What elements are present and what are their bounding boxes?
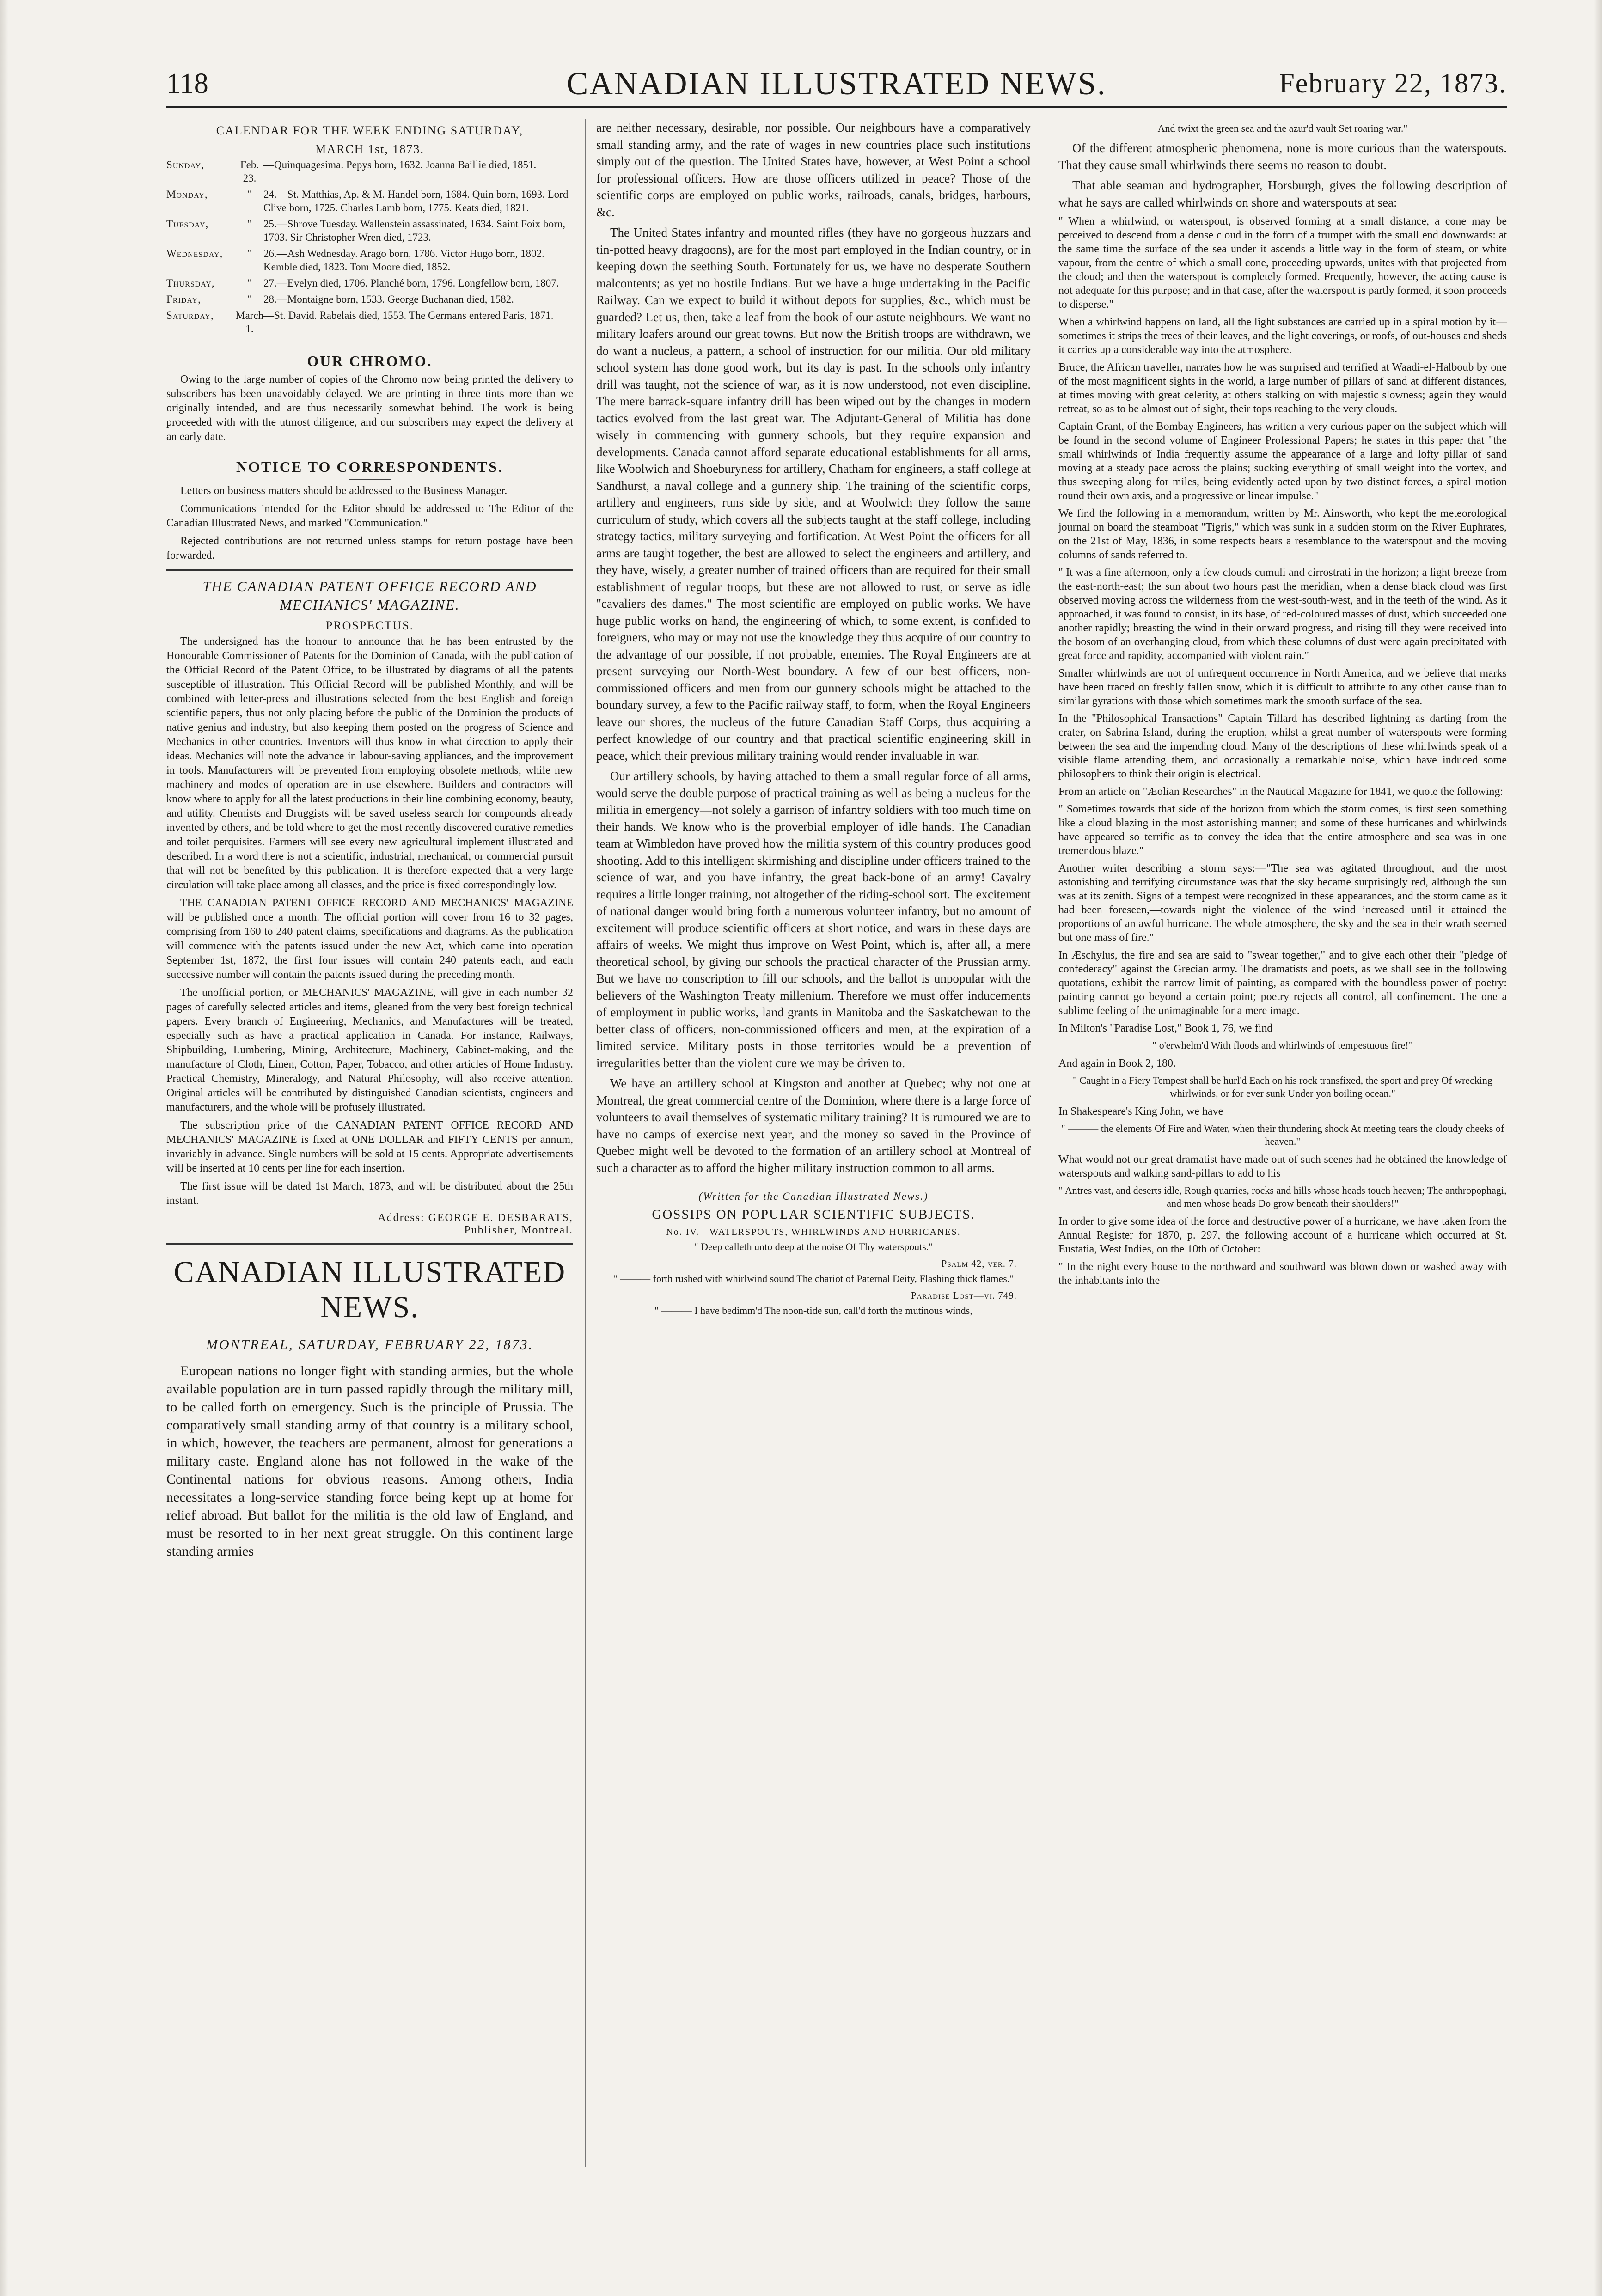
page-number: 118 xyxy=(166,68,208,99)
article-para: Of the different atmospheric phenomena, none is more curious than the waterspouts. That they cause small whirlwinds there seems no reason to doubt. xyxy=(1058,141,1507,172)
calendar-entry: 28.—Montaigne born, 1533. George Buchanan died, 1582. xyxy=(263,293,514,305)
patent-title: THE CANADIAN PATENT OFFICE RECORD AND MECHANICS' MAGAZINE. xyxy=(202,578,537,613)
calendar-day: Saturday, xyxy=(166,310,214,321)
patent-address: Address: GEORGE E. DESBARATS, xyxy=(378,1212,573,1224)
editorial-para: are neither necessary, desirable, nor possible. Our neighbours have a comparatively small standing army, and the rate of wages in new countries place such institutions simply out of the question. The United States have, however, at West Point a school for professional officers. How are those officers utilized in peace? Those of the scientific corps are employed on public works, railroads, canals, bridges, harbours, &c. xyxy=(596,121,1031,219)
divider xyxy=(596,1183,1031,1184)
editorial-para: The United States infantry and mounted rifles (they have no gorgeous huzzars and tin-potted heavy dragoons), are for the most part employed in the Indian country, or in keeping down the seething South. Fortunately for us, we have no desperate Southern malcontents; as yet no hostile Indians. But we have a huge undertaking in the Pacific Railway. Can we expect to build it without depots for supplies, &c., which must be guarded? Let us, then, take a leaf from the book of our astute neighbours. We want no military loafers around our great towns. But now the British troops are withdrawn, we do want a nucleus, a pattern, a school of instruction for our militia. Our old military school system has done good work, but its day is past. In the schools only infantry drill was taught, not the science of war, as it is now understood, not even discipline. The mere barrack-square infantry drill has been wiped out by the changes in modern tactics evolved from the last great war. The Adjutant-General of Militia has done wisely in commencing with gunnery schools, but they require expansion and developments. Canada cannot afford separate educational establishments for all arms, like Woolwich and Shoeburyness for artillery, Chatham for engineers, a staff college at Sandhurst, a naval college and a gunnery ship. The training of the scientific corps, artillery and engineers, runs side by side, and at Woolwich they follow the same curriculum of study, which covers all the subjects taught at the staff college, including strategy tactics, military surveying and fortification. At West Point the officers for all arms are taught together, the best are allowed to select the engineers and artillery, and they have, wisely, a greater number of trained officers than are required for their small establishment of regular troops, but these are not allowed to rust, or serve as idle "cavaliers des dames." The most scientific are employed on public works. We have huge public works on hand, the engineering of which, to some extent, is confided to foreigners, who may or may not use the knowledge they thus acquire of our country to the advantage of our possible, if not probable, enemies. The Royal Engineers are at present surveying our North-West boundary. A few of our best officers, non-commissioned officers and men from our gunnery schools might be attached to the boundary survey, a few to the Pacific railway staff, to form, when the Royal Engineers leave our shores, the nucleus of the future Canadian Staff Corps, thus acquiring a perfect knowledge of our country and that practical scientific engineering skill in peace, which their previous military training would render invaluable in war. xyxy=(596,226,1031,763)
calendar-day: Sunday, xyxy=(166,159,204,171)
patent-para: The subscription price of the CANADIAN PATENT OFFICE RECORD AND MECHANICS' MAGAZINE is fixed at ONE DOLLAR and FIFTY CENTS per annum, invariably in advance. Single numbers will be sold at 15 cents. Appropriate advertisements will be inserted at 10 cents per line for each insertion. xyxy=(166,1119,573,1174)
gossips-title: GOSSIPS ON POPULAR SCIENTIFIC SUBJECTS. xyxy=(652,1207,975,1222)
page-header xyxy=(166,65,1507,108)
divider xyxy=(349,479,391,480)
article-para: In Milton's "Paradise Lost," Book 1, 76, we find xyxy=(1058,1022,1273,1034)
article-para: In Shakespeare's King John, we have xyxy=(1058,1105,1223,1117)
article-para: In the "Philosophical Transactions" Captain Tillard has described lightning as darting from the crater, on Sabrina Island, during the eruption, whilst a great number of waterspouts were forming between the sea and the impending cloud. Many of the descriptions of these whirlwinds speak of a visible flame attending them, and occasionally a remarkable noise, which have induced some philosophers to think their origin is electrical. xyxy=(1058,713,1507,780)
epigraph: " Deep calleth unto deep at the noise Of Thy waterspouts." xyxy=(694,1241,933,1252)
patent-publisher: Publisher, Montreal. xyxy=(464,1224,573,1236)
calendar-subtitle: MARCH 1st, 1873. xyxy=(315,142,424,156)
calendar-entry: —Quinquagesima. Pepys born, 1632. Joanna Baillie died, 1851. xyxy=(263,159,537,171)
calendar-day: Wednesday, xyxy=(166,248,223,259)
column-right xyxy=(1058,119,1507,2268)
chromo-body: Owing to the large number of copies of the Chromo now being printed the delivery to subscribers has been unavoidably delayed. We are printing in three tints more than we originally intended, and are thus necessarily somewhat behind. The work is being proceeded with with the utmost diligence, and our subscribers may expect the delivery at an early date. xyxy=(166,373,573,443)
quote: " Sometimes towards that side of the horizon from which the storm comes, is first seen something like a cloud blazing in the most astonishing manner; and some of these hurricanes and whirlwinds have appeared so terrific as to convey the idea that the entire atmosphere and sea was in one tremendous blaze." xyxy=(1058,803,1507,857)
calendar-row xyxy=(166,247,573,276)
calendar-day: Friday, xyxy=(166,293,201,305)
poem: " Antres vast, and deserts idle, Rough quarries, rocks and hills whose heads touch heaven; The anthropophagi, and men whose heads Do grow beneath their shoulders!" xyxy=(1058,1185,1507,1209)
page-title: CANADIAN ILLUSTRATED NEWS. xyxy=(566,66,1107,102)
quote: " It was a fine afternoon, only a few clouds cumuli and cirrostrati in the horizon; a light breeze from the east-north-east; the sun about two hours past the meridian, when a dense black cloud was first observed moving across the wilderness from the west-south-west, and in the teeth of the wind. As it approached, it was found to consist, in its base, of red-coloured masses of dust, which succeeded one another rapidly; breasting the wind in their onward progress, and rising till they were received into the bosom of an overhanging cloud, from which these columns of dust were again precipitated with great force and rapidity, accompanied with violent rain." xyxy=(1058,567,1507,662)
calendar-day: Thursday, xyxy=(166,277,215,289)
article-para: In Æschylus, the fire and sea are said to "swear together," and to give each other their "pledge of confederacy" against the Grecian army. The dramatists and poets, as we shall see in the following quotations, exhibit the narrow limit of painting, as compared with the boundless power of poetry: painting cannot go beyond a certain point; poetry rejects all control, all confinement. The one a sublime feeling of the unimaginable for a mere image. xyxy=(1058,949,1507,1017)
column-left xyxy=(166,119,573,2023)
article-para: We find the following in a memorandum, written by Mr. Ainsworth, who kept the meteorological journal on board the steamboat "Tigris," which was sunk in a sudden storm on the River Euphrates, on the 21st of May, 1836, in some respects bears a resemblance to the waterspout and the moving columns of sands referred to. xyxy=(1058,507,1507,561)
article-para: " In the night every house to the northward and southward was blown down or washed away with the inhabitants into the xyxy=(1058,1261,1507,1287)
epigraph: " ——— I have bedimm'd The noon-tide sun, call'd forth the mutinous winds, xyxy=(654,1305,972,1316)
poem: " ——— the elements Of Fire and Water, when their thundering shock At meeting tears the cloudy cheeks of heaven." xyxy=(1061,1123,1504,1147)
chromo-title: OUR CHROMO. xyxy=(307,353,433,369)
article-para: That able seaman and hydrographer, Horsburgh, gives the following description of what he says are called whirlwinds on shore and waterspouts at sea: xyxy=(1058,178,1507,209)
article-para: From an article on "Æolian Researches" in the Nautical Magazine for 1841, we quote the following: xyxy=(1058,786,1503,798)
calendar-date: Feb. 23. xyxy=(240,159,259,184)
calendar-table xyxy=(166,158,573,338)
calendar-row xyxy=(166,217,573,247)
quote: " When a whirlwind, or waterspout, is observed forming at a small distance, a cone may be perceived to descend from a dense cloud in the form of a trumpet with the small end downwards: at the same time the surface of the sea under it ascends a little way in the form of steam, or white vapour, from the centre of which a small cone, proceeding upwards, unites with that projected from the cloud; and then the waterspout is completely formed. Frequently, however, the acting cause is not adequate for this purpose; and in that case, after the waterspout is partly formed, it soon proceeds to disperse." xyxy=(1058,215,1507,311)
column-middle xyxy=(596,119,1031,2023)
page-date: February 22, 1873. xyxy=(1279,68,1507,98)
poem: " Caught in a Fiery Tempest shall be hurl'd Each on his rock transfixed, the sport and prey Of wrecking whirlwinds, or for ever sunk Under yon boiling ocean." xyxy=(1073,1075,1492,1099)
calendar-entry: —St. David. Rabelais died, 1553. The Germans entered Paris, 1871. xyxy=(263,310,554,321)
calendar-date: " xyxy=(247,293,252,305)
page-edge-right xyxy=(1594,0,1602,2296)
poem: " o'erwhelm'd With floods and whirlwinds of tempestuous fire!" xyxy=(1152,1039,1413,1051)
editorial-para: Our artillery schools, by having attached to them a small regular force of all arms, would serve the double purpose of practical training as well as being a nucleus for the militia in emergency—not solely a garrison of infantry soldiers with too much time on their hands. We know who is the proverbial employer of idle hands. The Canadian team at Wimbledon have proved how the militia system of this country produces good shooting. Add to this intelligent skirmishing and discipline under officers trained to the science of war, and you have infantry, the great back-bone of an army! Cavalry requires a little longer training, not altogether of the riding-school sort. The excitement of national danger would bring forth a numerous volunteer infantry, but no amount of excitement will produce scientific officers at short notice, and wars in these days are affairs of weeks. We might thus improve on West Point, which is, after all, a mere theoretical school, by giving our schools the practical character of the Prussian army. But we have no conscription to fill our schools, and the ballot is unpopular with the believers of the Washington Treaty millenium. Therefore we must offer inducements of employment in public works, land grants in Manitoba and the Saskatchewan to the better class of officers, non-commissioned officers and men, at the expiration of a limited service. Military posts in those territories would be a prevention of irregularities better than the violent cure we may be driven to. xyxy=(596,769,1031,1070)
calendar-date: " xyxy=(247,218,252,230)
masthead-title: CANADIAN ILLUSTRATED NEWS. xyxy=(173,1255,566,1324)
page-edge-left xyxy=(0,0,8,2296)
notice-title: NOTICE TO CORRESPONDENTS. xyxy=(236,458,503,475)
editorial-para: We have an artillery school at Kingston and another at Quebec; why not one at Montreal, the great commercial centre of the Dominion, where there is a large force of volunteers to avail themselves of systematic military training? It is rumoured we are to have no camps of exercise next year, and the money so saved in the Province of Quebec might well be devoted to the formation of an artillery school at Montreal of such a character as to afford the higher military instruction common to all arms. xyxy=(596,1076,1031,1175)
epigraph-source: Psalm 42, ver. 7. xyxy=(941,1258,1017,1269)
calendar-day: Monday, xyxy=(166,189,208,200)
divider xyxy=(166,345,573,346)
article-para: When a whirlwind happens on land, all the light substances are carried up in a spiral motion by it—sometimes it strips the trees of their leaves, and the light coverings, or roofs, of out-houses and sheds it carries up a considerable way into the atmosphere. xyxy=(1058,316,1507,356)
notice-para: Communications intended for the Editor should be addressed to The Editor of the Canadian Illustrated News, and marked "Communication." xyxy=(166,503,573,529)
patent-prospectus: PROSPECTUS. xyxy=(325,619,414,632)
notice-para: Rejected contributions are not returned unless stamps for return postage have been forwarded. xyxy=(166,535,573,562)
epigraph-source: Paradise Lost—vi. 749. xyxy=(911,1290,1017,1301)
calendar-row xyxy=(166,188,573,217)
article-para: Captain Grant, of the Bombay Engineers, has written a very curious paper on the subject which will be found in the second volume of Engineer Professional Papers; he states in this paper that "the small whirlwinds of India frequently assume the appearance of a large and lofty pillar of sand moving at a steady pace across the plains; sucking everything of small weight into the vortex, and thus sweeping along for miles, being evidently acted upon by two distinct forces, a spiral motion round their own axis, and a progressive or linear impulse." xyxy=(1058,421,1507,502)
article-para: Bruce, the African traveller, narrates how he was surprised and terrified at Waadi-el-Halboub by one of the most magnificent sights in the world, a large number of pillars of sand at different distances, at times moving with great celerity, at others stalking on with majestic slowness; again they would retreat, so as to be almost out of sight, their tops reaching to the very clouds. xyxy=(1058,361,1507,415)
editorial-para: European nations no longer fight with standing armies, but the whole available population are in turn passed rapidly through the military mill, to be called forth on emergency. Such is the principle of Prussia. The comparatively small standing army of that country is a military school, in which, however, the teachers are permanent, almost for generations a military caste. England alone has not followed in the wake of the Continental nations for obvious reasons. Among others, India necessitates a long-service standing force being kept up at home for relief abroad. But ballot for the militia is the old law of England, and must be resorted to in her next great struggle. On this continent large standing armies xyxy=(166,1363,573,1559)
gossips-credit: (Written for the Canadian Illustrated News.) xyxy=(698,1191,929,1202)
calendar-row xyxy=(166,309,573,338)
calendar-entry: 24.—St. Matthias, Ap. & M. Handel born, 1684. Quin born, 1693. Lord Clive born, 1725. Charles Lamb born, 1775. Keats died, 1821. xyxy=(263,189,569,214)
article-para: Another writer describing a storm says:—"The sea was agitated throughout, and the most astonishing and terrifying circumstance was that the sky became surprisingly red, although the sun was at its zenith. Signs of a tempest were recognized in these appearances, and the storm came as it had been foreseen,—towards night the violence of the wind increased until it attained the proportions of an awful hurricane. The whole atmosphere, the sky and the sea in their wrath seemed but one mass of fire." xyxy=(1058,862,1507,944)
calendar-date: " xyxy=(247,277,252,289)
divider xyxy=(166,1243,573,1245)
patent-para: THE CANADIAN PATENT OFFICE RECORD AND MECHANICS' MAGAZINE will be published once a month. The official portion will cover from 16 to 32 pages, comprising from 160 to 240 patent claims, specifications and diagrams. As the publication will commence with the patents issued under the new Act, which came into operation September 1st, 1872, the first four issues will contain 240 patents each, and each successive number will contain the patents issued during the preceding month. xyxy=(166,897,573,981)
divider xyxy=(166,569,573,571)
column-rule xyxy=(585,119,586,2167)
calendar-entry: 27.—Evelyn died, 1706. Planché born, 1796. Longfellow born, 1807. xyxy=(263,277,559,289)
notice-para: Letters on business matters should be addressed to the Business Manager. xyxy=(180,485,508,497)
article-para: In order to give some idea of the force and destructive power of a hurricane, we have taken from the Annual Register for 1870, p. 297, the following account of a hurricane which occurred at St. Eustatia, West Indies, on the 10th of October: xyxy=(1058,1215,1507,1255)
calendar-date: March 1. xyxy=(236,310,264,335)
calendar-entry: 26.—Ash Wednesday. Arago born, 1786. Victor Hugo born, 1802. Kemble died, 1823. Tom Moore died, 1852. xyxy=(263,248,544,273)
calendar-entry: 25.—Shrove Tuesday. Wallenstein assassinated, 1634. Saint Foix born, 1703. Sir Christopher Wren died, 1723. xyxy=(263,218,566,243)
patent-para: The undersigned has the honour to announce that he has been entrusted by the Honourable Commissioner of Patents for the Dominion of Canada, with the publication of the Official Record of the Patent Office, to be illustrated by diagrams of all the patents susceptible of illustration. This Official Record will be published Monthly, and will be combined with letter-press and illustrations selected from the best English and foreign scientific papers, thus not only placing before the public of the Dominion the products of native genius and industry, but also keeping them posted on the progress of Science and Mechanics in other countries. Inventors will thus know in what direction to apply their ideas. Mechanics will note the advance in labour-saving appliances, and the improvement in tools. Manufacturers will be prevented from employing obsolete methods, while new machinery and modes of operation are in use elsewhere. Builders and contractors will know where to apply for all the latest productions in their line combining economy, beauty, and utility. Chemists and Druggists will be saved useless search for compounds already invented by others, and be told where to get the most recently discovered curative remedies and toilet perquisites. Farmers will see every new agricultural implement illustrated and described. In a word there is not a scientific, industrial, mechanical, or commercial pursuit that will not be benefited by this publication. It is therefore expected that a very large circulation will take place among all classes, and the price is fixed correspondingly low. xyxy=(166,635,573,891)
calendar-row xyxy=(166,276,573,293)
divider xyxy=(166,451,573,452)
epigraph: " ——— forth rushed with whirlwind sound The chariot of Paternal Deity, Flashing thick flames." xyxy=(613,1273,1014,1284)
calendar-date: " xyxy=(247,189,252,200)
calendar-row xyxy=(166,293,573,309)
calendar-row xyxy=(166,158,573,188)
article-para: And again in Book 2, 180. xyxy=(1058,1057,1176,1069)
patent-para: The unofficial portion, or MECHANICS' MAGAZINE, will give in each number 32 pages of carefully selected articles and items, gleaned from the very best foreign technical papers. Every branch of Engineering, Mechanics, and Manufactures will be treated, especially such as have a practical application in Canada. For instance, Railways, Shipbuilding, Lumbering, Mining, Architecture, Machinery, Cabinet-making, and the manufacture of Cloth, Linen, Cotton, Paper, Tobacco, and other articles of Home Industry. Practical Chemistry, Mineralogy, and Natural Philosophy, will also receive attention. Original articles will be contributed by distinguished Canadian scientists, engineers and manufacturers, and the whole will be profusely illustrated. xyxy=(166,987,573,1113)
masthead-dateline: MONTREAL, SATURDAY, FEBRUARY 22, 1873. xyxy=(206,1337,533,1352)
epigraph: And twixt the green sea and the azur'd vault Set roaring war." xyxy=(1157,122,1408,134)
patent-para: The first issue will be dated 1st March, 1873, and will be distributed about the 25th instant. xyxy=(166,1180,573,1207)
article-para: What would not our great dramatist have made out of such scenes had he obtained the knowledge of waterspouts and walking sand-pillars to add to his xyxy=(1058,1154,1507,1179)
calendar-title: CALENDAR FOR THE WEEK ENDING SATURDAY, xyxy=(216,124,524,137)
article-para: Smaller whirlwinds are not of unfrequent occurrence in North America, and we believe that marks have been traced on freshly fallen snow, which it is difficult to attribute to any other cause than to similar gyrations with those which sometimes mark the smooth surface of the sea. xyxy=(1058,667,1507,707)
calendar-day: Tuesday, xyxy=(166,218,209,230)
gossips-subtitle: No. IV.—WATERSPOUTS, WHIRLWINDS AND HURRICANES. xyxy=(666,1227,961,1237)
calendar-date: " xyxy=(247,248,252,259)
